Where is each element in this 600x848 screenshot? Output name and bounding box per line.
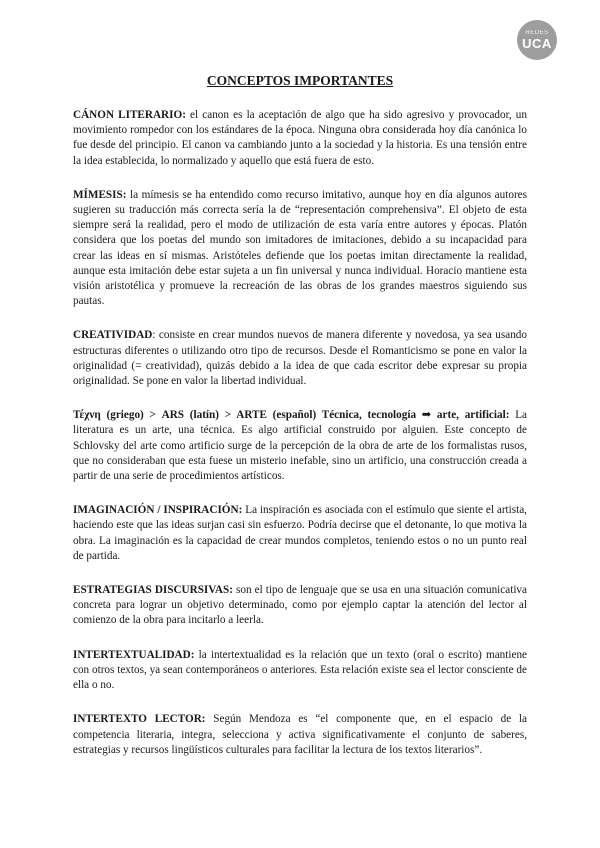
term-heading: Τέχνη (griego) > ARS (latín) > ARTE (español) Técnica, tecnología ➡ arte, artificial: <box>73 409 510 422</box>
term-heading: INTERTEXTUALIDAD: <box>73 648 195 661</box>
logo-text-top: REDES <box>525 30 549 36</box>
definition-text: : consiste en crear mundos nuevos de manera diferente y novedosa, ya sea usando estructuras diferentes o utilizando otro tipo de recursos. Desde el Romanticismo se pone en valor la originalidad (= creatividad), quizás debido a la idea de que cada escritor debe expresar su propia originalidad. Se pone en valor la libertad individual. <box>73 329 527 388</box>
section-techne-arte <box>73 408 527 484</box>
term-heading: IMAGINACIÓN / INSPIRACIÓN: <box>73 504 243 517</box>
section-creatividad <box>73 328 527 389</box>
definition-text: La literatura es un arte, una técnica. Es algo artificial construido por alguien. Este concepto de Schlovsky del arte como artificio surge de la percepción de la obra de arte de los formalistas rusos, que no consideraban que esta fuese un misterio inefable, sino un artificio, una construcción creada a partir de una serie de procedimientos artísticos. <box>73 409 527 483</box>
logo <box>517 20 557 60</box>
term-heading: CÁNON LITERARIO: <box>73 109 186 121</box>
definition-text: Según Mendoza es “el componente que, en el espacio de la competencia literaria, integra, selecciona y activa significativamente el conjunto de saberes, estrategias y recursos lingüísticos culturales para facilitar la lectura de los textos literarios”. <box>73 713 527 756</box>
page-title: CONCEPTOS IMPORTANTES <box>206 73 394 88</box>
section-mimesis <box>73 188 527 310</box>
term-heading: ESTRATEGIAS DISCURSIVAS: <box>73 584 233 597</box>
term-heading: CREATIVIDAD <box>73 329 153 342</box>
definition-text: la mímesis se ha entendido como recurso imitativo, aunque hoy en día algunos autores sugieren su traducción más correcta sería la de “representación comprehensiva”. El objeto de esta siempre será la realidad, pero el modo de utilización de esta varía entre autores y épocas. Platón considera que los poetas del mundo son imitadores de imitaciones, debido a su incapacidad para crear las ideas en sí mismas. Aristóteles defiende que los poetas imitan directamente la realidad, aunque esta imitación debe estar sujeta a un fin universal y nunca individual. Horacio mantiene esta visión aristotélica y promueve la recreación de las obras de los grandes maestros siguiendo sus pautas. <box>73 188 527 308</box>
section-intertextualidad <box>73 648 527 694</box>
section-intertexto-lector <box>73 712 527 758</box>
section-canon-literario <box>73 108 527 169</box>
term-heading: MÍMESIS: <box>73 188 127 201</box>
definition-text: la intertextualidad es la relación que un texto (oral o escrito) mantiene con otros textos, ya sean contemporáneos o anteriores. Esta relación existe sea el lector consciente de ella o no. <box>73 648 527 692</box>
definition-text: La inspiración es asociada con el estímulo que siente el artista, haciendo este que las ideas surjan casi sin esfuerzo. Podría decirse que el detonante, lo que motiva la obra. La imaginación es la capacidad de crear mundos completos, teniendo estos o no un punto real de partida. <box>73 504 527 562</box>
definition-text: son el tipo de lenguaje que se usa en una situación comunicativa concreta para lograr un objetivo determinado, como por ejemplo captar la atención del lector al comienzo de la obra para incitarlo a leerla. <box>73 584 527 627</box>
definition-text: el canon es la aceptación de algo que ha sido agresivo y provocador, un movimiento rompedor con los estándares de la época. Ninguna obra considerada hoy día canónica lo fue desde del principio. El canon va cambiando junto a la sociedad y la historia. Es una tensión entre la idea establecida, lo normalizado y aquello que está fuera de esto. <box>73 109 527 167</box>
term-heading: INTERTEXTO LECTOR: <box>73 713 206 726</box>
document-body <box>73 108 527 777</box>
section-estrategias-discursivas <box>73 583 527 629</box>
section-imaginacion-inspiracion <box>73 503 527 564</box>
logo-text-main: UCA <box>522 36 552 51</box>
